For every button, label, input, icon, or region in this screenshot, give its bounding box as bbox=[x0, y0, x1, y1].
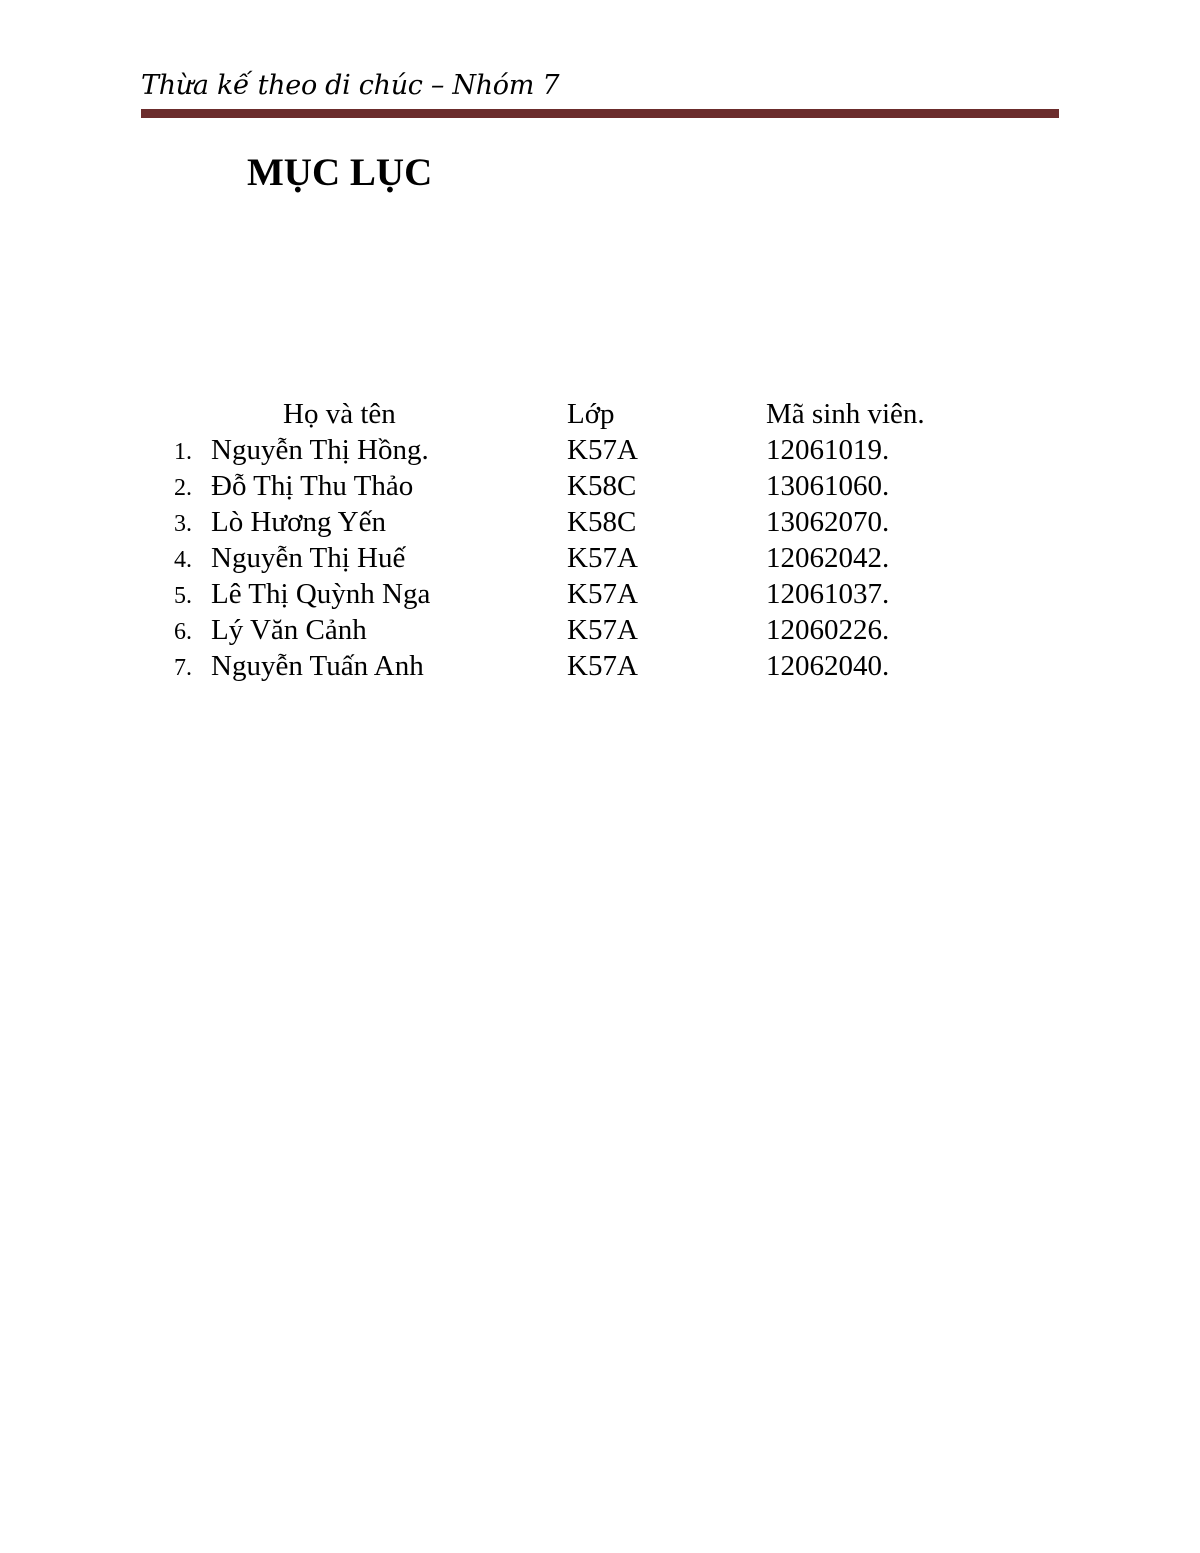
member-class: K58C bbox=[567, 470, 637, 502]
running-header-title: Thừa kế theo di chúc – Nhóm 7 bbox=[141, 70, 560, 101]
row-number: 3. bbox=[174, 511, 192, 537]
page-title: MỤC LỤC bbox=[247, 151, 433, 194]
table-row bbox=[0, 504, 1200, 540]
member-name: Lý Văn Cảnh bbox=[211, 614, 367, 646]
member-class: K58C bbox=[567, 506, 637, 538]
column-header-student-id: Mã sinh viên. bbox=[766, 398, 925, 430]
column-header-name: Họ và tên bbox=[283, 398, 396, 430]
row-number: 7. bbox=[174, 655, 192, 681]
member-name: Nguyễn Tuấn Anh bbox=[211, 650, 424, 682]
table-row bbox=[0, 540, 1200, 576]
member-name: Nguyễn Thị Hồng. bbox=[211, 434, 429, 466]
member-student-id: 12060226. bbox=[766, 614, 890, 646]
member-name: Lê Thị Quỳnh Nga bbox=[211, 578, 431, 610]
table-row bbox=[0, 576, 1200, 612]
column-header-class: Lớp bbox=[567, 398, 615, 430]
member-class: K57A bbox=[567, 542, 638, 574]
member-student-id: 12061037. bbox=[766, 578, 890, 610]
row-number: 5. bbox=[174, 583, 192, 609]
row-number: 1. bbox=[174, 439, 192, 465]
member-name: Đỗ Thị Thu Thảo bbox=[211, 470, 414, 502]
table-row bbox=[0, 432, 1200, 468]
member-class: K57A bbox=[567, 614, 638, 646]
member-class: K57A bbox=[567, 650, 638, 682]
member-student-id: 13061060. bbox=[766, 470, 890, 502]
member-student-id: 13062070. bbox=[766, 506, 890, 538]
member-student-id: 12062040. bbox=[766, 650, 890, 682]
member-student-id: 12062042. bbox=[766, 542, 890, 574]
table-row bbox=[0, 612, 1200, 648]
table-row bbox=[0, 648, 1200, 684]
member-student-id: 12061019. bbox=[766, 434, 890, 466]
row-number: 6. bbox=[174, 619, 192, 645]
member-class: K57A bbox=[567, 434, 638, 466]
row-number: 2. bbox=[174, 475, 192, 501]
member-name: Nguyễn Thị Huế bbox=[211, 542, 406, 574]
member-class: K57A bbox=[567, 578, 638, 610]
table-row bbox=[0, 468, 1200, 504]
member-name: Lò Hương Yến bbox=[211, 506, 386, 538]
row-number: 4. bbox=[174, 547, 192, 573]
